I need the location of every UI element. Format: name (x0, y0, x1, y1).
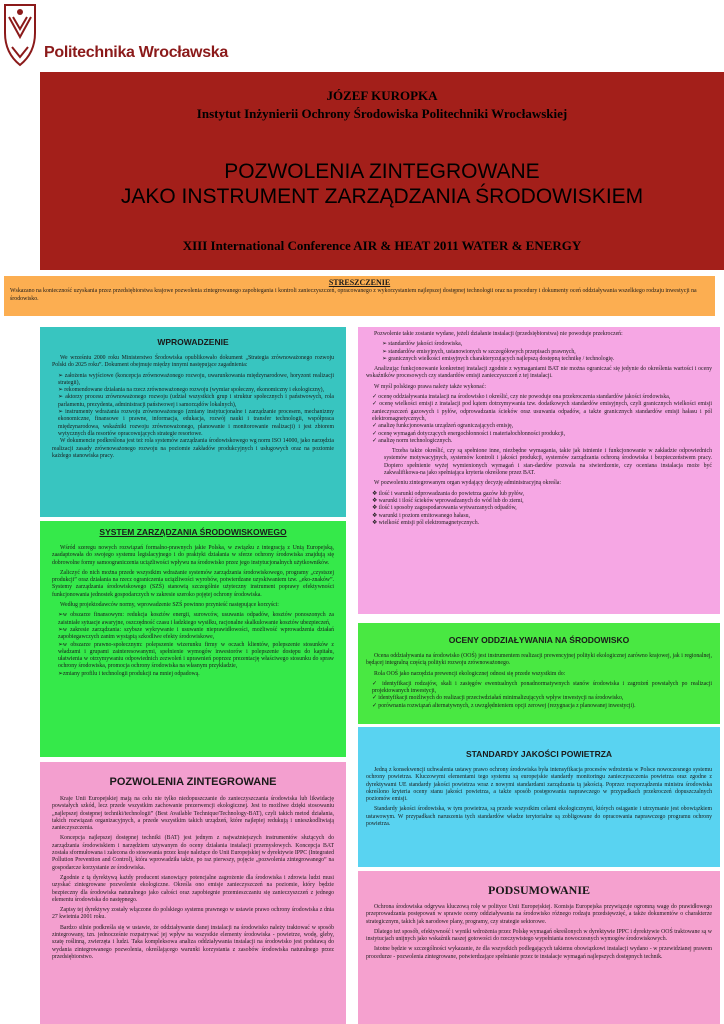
paragraph: W pozwoleniu zintegrowanym organ wydający decyzję administracyjną określa: (374, 480, 561, 487)
air-quality-text (366, 767, 712, 828)
logo-area (0, 0, 724, 72)
summary-box (358, 871, 720, 1024)
author: JÓZEF KUROPKA (326, 88, 438, 103)
impact-assessment-box (358, 623, 720, 724)
university-crest-icon (3, 3, 37, 67)
list-item: ❖ ilość i warunki odprowadzania do powietrza gazów lub pyłów, (372, 490, 524, 497)
list-item: ➢ założenia wyjściowe (koncepcja zrównoważonego rozwoju, uwarunkowania międzynarodowe, horyzont realizacji strategii), (58, 372, 334, 386)
institute: Instytut Inżynierii Ochrony Środowiska Politechniki Wrocławskiej (196, 106, 568, 121)
paragraph: Koncepcja najlepszej dostępnej techniki (BAT) jest jednym z najważniejszych instrumentów służących do zarządzania środowiskiem i narzędziem używanym do oceny działania instalacji przemysłowych. Koncepcja BAT została sformułowana i zalecona do stosowania przez kraje należące do Unii Europejskiej w dyrektywie IPPC (Integrated Pollution Prevention and Control), która wprowadziła także, po raz pierwszy, pojęcie „pozwolenia zintegrowanego” na gospodarcze korzystanie ze środowiska. (52, 835, 334, 871)
paragraph: Istotne będzie w szczególności wykazanie, że dla wszystkich podlegających takiemu obowiązkowi instalacji wydano - w przewidzianej prawem procedurze - pozwolenia zintegrowane, potwierdzające spełnianie przez te instalacje wymagań najlepszych dostępnych technik. (366, 946, 712, 960)
list-item: ➢ aktorzy procesu zrównoważonego rozwoju (udział wszystkich grup i struktur społecznych i państwowych, rola parlamentu, prezydenta, administracji państwowej i samorządów lokalnych), (58, 394, 334, 408)
impact-assessment-title: OCENY ODDZIAŁYWANIA NA ŚRODOWISKO (448, 635, 630, 645)
list-item: ✓ analizę norm technologicznych. (372, 437, 453, 444)
list-item: ✓ ocenę wymagań dotyczących energochłonności i materiałochłonności produkcji, (372, 430, 566, 437)
paragraph: Zgodnie z tą dyrektywą każdy producent stanowiący potencjalne zagrożenie dla środowiska i zdrowia ludzi musi uzyskać zintegrowane pozwolenie ekologiczne. Określa ono emisje zanieczyszczeń na poziomie, który będzie bezpieczny dla środowiska naturalnego jako całości oraz zapobiegnie przemieszczaniu się zanieczyszczeń z jednego elementu środowiska do następnego. (52, 874, 334, 903)
introduction-text (52, 355, 334, 460)
conference-name: XIII International Conference AIR & HEAT 2011 WATER & ENERGY (182, 238, 582, 253)
paragraph: W dokumencie podkreślona jest też rola systemów zarządzania środowiskowego wg norm ISO 14000, jako narzędzia realizacji zasady zrównoważonego rozwoju na poziomie zakładów produkcyjnych i usługowych oraz na poziomie każdego stanowiska pracy. (52, 438, 334, 459)
paragraph: Jedną z konsekwencji uchwalenia ustawy prawo ochrony środowiska była intensyfikacja procesów wdrożenia w Polsce nowoczesnego systemu ochrony powietrza. Kluczowymi elementami tego systemu są europejskie standardy monitoringu zanieczyszczenia powietrza oraz zgodne z dyrektywami UE standardy jakości powietrza wraz z nowymi standardami zarządzania tą jakością. Poprzez rozporządzenia ministra środowiska określono kryteria oceny stanu jakości powietrza, a także sposób postępowania naprawczego w przypadkach przekroczeń dopuszczalnych poziomów emisji. (366, 767, 712, 803)
list-item: ❖ warunki i poziom emitowanego hałasu, (372, 512, 470, 519)
university-name: Politechnika Wrocławska (44, 44, 228, 61)
list-item: ➢ granicznych wielkości emisyjnych charakteryzujących najlepszą dostępną technikę / technologię. (382, 355, 615, 362)
paragraph: Zaliczyć do nich można przede wszystkim wdrażanie systemów zarządzania środowiskowego, programy „czystszej produkcji” oraz działania na rzecz ograniczenia uciążliwości wyrobów, potwierdzane uzyskiwaniem tzw. „eko-znaków”. Systemy zarządzania środowiskowego (SZŚ) stanowią szczególnie użyteczny instrument poprawy efektywności funkcjonowania jednostek gospodarczych w zakresie szeroko pojętej ochrony środowiska. (52, 569, 334, 598)
impact-assessment-text (366, 653, 712, 710)
paragraph: Ochrona środowiska odgrywa kluczową rolę w polityce Unii Europejskiej. Komisja Europejska przywiązuje ogromną wagę do prawidłowego przeprowadzania postępowań w sprawie oceny oddziaływania na środowisko różnego rodzaju przedsięwzięć, a także dokumentów o charakterze strategicznym, takich jak narodowe plany, programy, czy strategie sektorowe. (366, 904, 712, 925)
summary-text (366, 904, 712, 961)
list-item: ➢ instrumenty wdrażania rozwoju zrównoważonego (zmiany instytucjonalne i zarządzanie procesem, mechanizmy ekonomiczne, finansowe i prawne, informacja, edukacja, rozwój nauki i transfer technologii, współpraca międzynarodowa, wskaźniki rozwoju zrównoważonego, planowanie i monitorowanie realizacji) i jest zbiorem wytycznych dla resortów opracowujących strategie resortowe. (58, 409, 334, 437)
list-item: ✓ identyfikacji rodzajów, skali i zasięgów ewentualnych ponadnormatywnych stanów środowiska i zagrożeń powstałych po realizacji projektowanych inwestycji, (372, 680, 712, 695)
list-item: ❖ warunki i ilość ścieków wprowadzanych do wód lub do ziemi, (372, 497, 524, 504)
integrated-permits-box (40, 762, 346, 1024)
paragraph: Ocena oddziaływania na środowisko (OOŚ) jest instrumentem realizacji prewencyjnej polityki ekologicznej zarówno krajowej, jak i regionalnej, będącej integralną częścią polityki rozwoju zrównoważonego. (366, 653, 712, 667)
integrated-permits-title: POZWOLENIA ZINTEGROWANE (109, 776, 277, 788)
paragraph: Według projektodawców normy, wprowadzenie SZŚ powinno przynieść następujące korzyści: (60, 602, 279, 609)
list-item: ➢ rekomendowane działania na rzecz zrównoważonego rozwoju (wymiar społeczny, ekonomiczny i ekologiczny), (58, 387, 325, 394)
paragraph: Zapisy tej dyrektywy zostały włączone do polskiego systemu prawnego w ustawie prawo ochrony środowiska z dnia 27 kwietnia 2001 roku. (52, 907, 334, 921)
list-item: ✓ analizę funkcjonowania urządzeń ograniczających emisję, (372, 423, 514, 430)
list-item: ❖ wielkość emisji pól elektromagnetycznych. (372, 519, 480, 526)
abstract-title: STRESZCZENIE (328, 278, 391, 287)
ems-box (40, 521, 346, 757)
paragraph: Wśród szeregu nowych rozwiązań formalno-prawnych jakie Polska, w związku z integracją z Unią Europejską, zaadaptowała do swojego systemu legislacyjnego i do praktyki działania w sferze ochrony środowiska znajdują się dobrowolne formy samoograniczenia uciążliwości wpływu na środowisko przez jego instytucjonalnych użytkowników. (52, 545, 334, 566)
permit-conditions-text (366, 331, 712, 527)
poster-title-line2: JAKO INSTRUMENT ZARZĄDZANIA ŚRODOWISKIEM (120, 185, 644, 208)
paragraph: W myśl polskiego prawa należy także wykonać: (374, 383, 486, 390)
list-item: ✓ identyfikacji możliwych do realizacji przeciwdziałań minimalizujących wpływ inwestycji na środowisko, (372, 695, 624, 702)
list-item: ✓ ocenę oddziaływania instalacji na środowisko i określić, czy nie powoduje ona przekroczenia standardów jakości środowiska, (372, 394, 671, 401)
integrated-permits-text (52, 796, 334, 961)
air-quality-box (358, 727, 720, 867)
ems-text (52, 545, 334, 678)
list-item: ✓ porównania rozwiązań alternatywnych, z uwzględnieniem opcji zerowej (rezygnacja z planowanej inwestycji). (372, 702, 636, 709)
paragraph: Analizując funkcjonowanie konkretnej instalacji zgodnie z wymaganiami BAT nie można ograniczać się jedynie do określenia wartości i oceny wskaźników procesowych czy standardów emisji zanieczyszczeń z tej instalacji. (366, 366, 712, 380)
introduction-box (40, 327, 346, 517)
list-item: ➢w zakresie zarządzania: szybsze wykrywanie i usuwanie nieprawidłowości, możliwość wprowadzenia działań zapobiegawczych zanim wystąpią szkodliwe efekty środowiskowe, (58, 626, 334, 641)
poster-title-line1: POZWOLENIA ZINTEGROWANE (224, 160, 540, 183)
paragraph: Pozwolenie takie zostanie wydane, jeżeli działanie instalacji (przedsiębiorstwa) nie powoduje przekroczeń: (374, 331, 623, 337)
introduction-title: WPROWADZENIE (157, 337, 229, 347)
list-item: ➢zmiany profilu i technologii produkcji na mniej odpadową. (58, 670, 200, 677)
poster-header (40, 72, 724, 270)
paragraph: Bardzo silnie podkreśla się w ustawie, że oddziaływanie danej instalacji na środowisko należy traktować w sposób zintegrowany, tzn. jednocześnie rozpatrywać jej wpływ na wszystkie elementy środowiska - powietrze, wodę, gleby, szatę roślinną, zwierzęta i ludzi. Taka kompleksowa analiza oddziaływania instalacji na środowisko jest podstawą do wydania zintegrowanego pozwolenia, określającego warunki korzystania z zasobów środowiska naturalnego przez przedsiębiorstwo. (52, 924, 334, 960)
list-item: ➢ standardów jakości środowiska, (382, 341, 463, 348)
air-quality-title: STANDARDY JAKOŚCI POWIETRZA (465, 749, 613, 759)
list-item: ➢w obszarze prawno-społecznym: polepszenie wizerunku firmy w oczach klientów, polepszenie stosunków z władzami i grupami zainteresowanymi, spełnienie wymogów inwestorów i polepszenie dostępu do kapitału, ułatwienia w otrzymywaniu odpowiednich zezwoleń i uprawnień poprzez prezentację właściwego stosunku do spraw ochrony środowiska, promocja ochrony środowiska na własnym przykładzie, (58, 641, 334, 670)
ems-title: SYSTEM ZARZĄDZANIA ŚRODOWISKOWEGO (99, 527, 287, 537)
permit-conditions-box (358, 327, 720, 614)
abstract-text: Wskazano na konieczność uzyskania przez przedsiębiorstwa krajowe pozwolenia zintegrowanego zapobiegania i kontroli zanieczyszczeń, opracowanego z wykorzystaniem najlepszej dostępnej technologii oraz na procedury i dokumenty oceń oddziaływania wszelkiego rodzaju inwestycji na środowisko. (10, 288, 697, 302)
paragraph: Standardy jakości środowiska, w tym powietrza, są przede wszystkim celami ekologicznymi, których osiąganie i utrzymanie jest obowiązkiem ustawowym. W przypadkach naruszenia tych standardów władze terytorialne są zobligowane do opracowania naprawczego programu ochrony powietrza. (366, 806, 712, 828)
paragraph: We wrześniu 2000 roku Ministerstwo Środowiska opublikowało dokument „Strategia zrównoważonego rozwoju Polski do 2025 roku”. Dokument obejmuje między innymi następujące zagadnienia: (52, 355, 334, 369)
list-item: ➢ standardów emisyjnych, ustanowionych w szczegółowych przepisach prawnych, (382, 348, 576, 355)
abstract-box (4, 276, 715, 316)
paragraph: Kraje Unii Europejskiej mają na celu nie tylko niedopuszczanie do zanieczyszczania środowiska lub likwidację powstałych szkód, lecz przede wszystkim zachowanie prezerwencji ekologicznej. Jest to możliwe dzięki stosowaniu „najlepszej dostępnej techniki/technologii” (Best Available Technique/Technology-BAT), czyli takich metod działania, takich rozwiązań organizacyjnych, a przede wszystkim takich urządzeń, które najlepiej redukują i unieszkodliwiają zanieczyszczenia. (52, 796, 334, 832)
summary-title: PODSUMOWANIE (487, 883, 590, 897)
list-item: ✓ ocenę wielkości emisji z instalacji pod kątem dotrzymywania tzw. dodatkowych standardów emisyjnych, czyli granicznych wielkości emisji zanieczyszczeń gazowych i pyłów, odprowadzania ścieków oraz usuwania odpadów, a także granicznych standardów emisji hałasu i pól elektromagnetycznych, (372, 401, 712, 422)
paragraph: Trzeba także określić, czy są spełnione inne, niezbędne wymagania, takie jak istnienie i funkcjonowanie w zakładzie odpowiednich systemów motywacyjnych, systemów kontroli i jakości produkcji, systemów zarządzania ochroną środowiska i bezpieczeństwem pracy. Dopiero spełnienie wyżej wymienionych wymagań i stan-dardów pozwala na stwierdzenie, czy oceniana instalacja może być zakwalifikowa-na jako spełniająca kryteria określone przez BAT. (384, 448, 712, 477)
list-item: ❖ ilość i sposoby zagospodarowania wytwarzanych odpadów, (372, 505, 517, 512)
paragraph: Dlatego też sposób, efektywność i wyniki wdrożenia przez Polskę wymagań określonych w dyrektywie IPPC i dyrektywie OOŚ traktowane są w instytucjach unijnych jako wskaźnik naszej gotowości do rzeczywistego wypełniania nowoczesnych wymogów środowiskowych. (366, 928, 712, 943)
list-item: ➢w obszarze finansowym: redukcja kosztów energii, surowców, usuwania odpadów, kosztów ponoszonych za zaistniałe sytuacje awaryjne, oszczędność czasu i ładzkiego wysiłku, racjonalne skalkulowanie kosztów ubezpieczeń, (58, 612, 334, 626)
paragraph: Rola OOŚ jako narzędzia prewencji ekologicznej odnosi się przede wszystkim do: (374, 670, 566, 677)
